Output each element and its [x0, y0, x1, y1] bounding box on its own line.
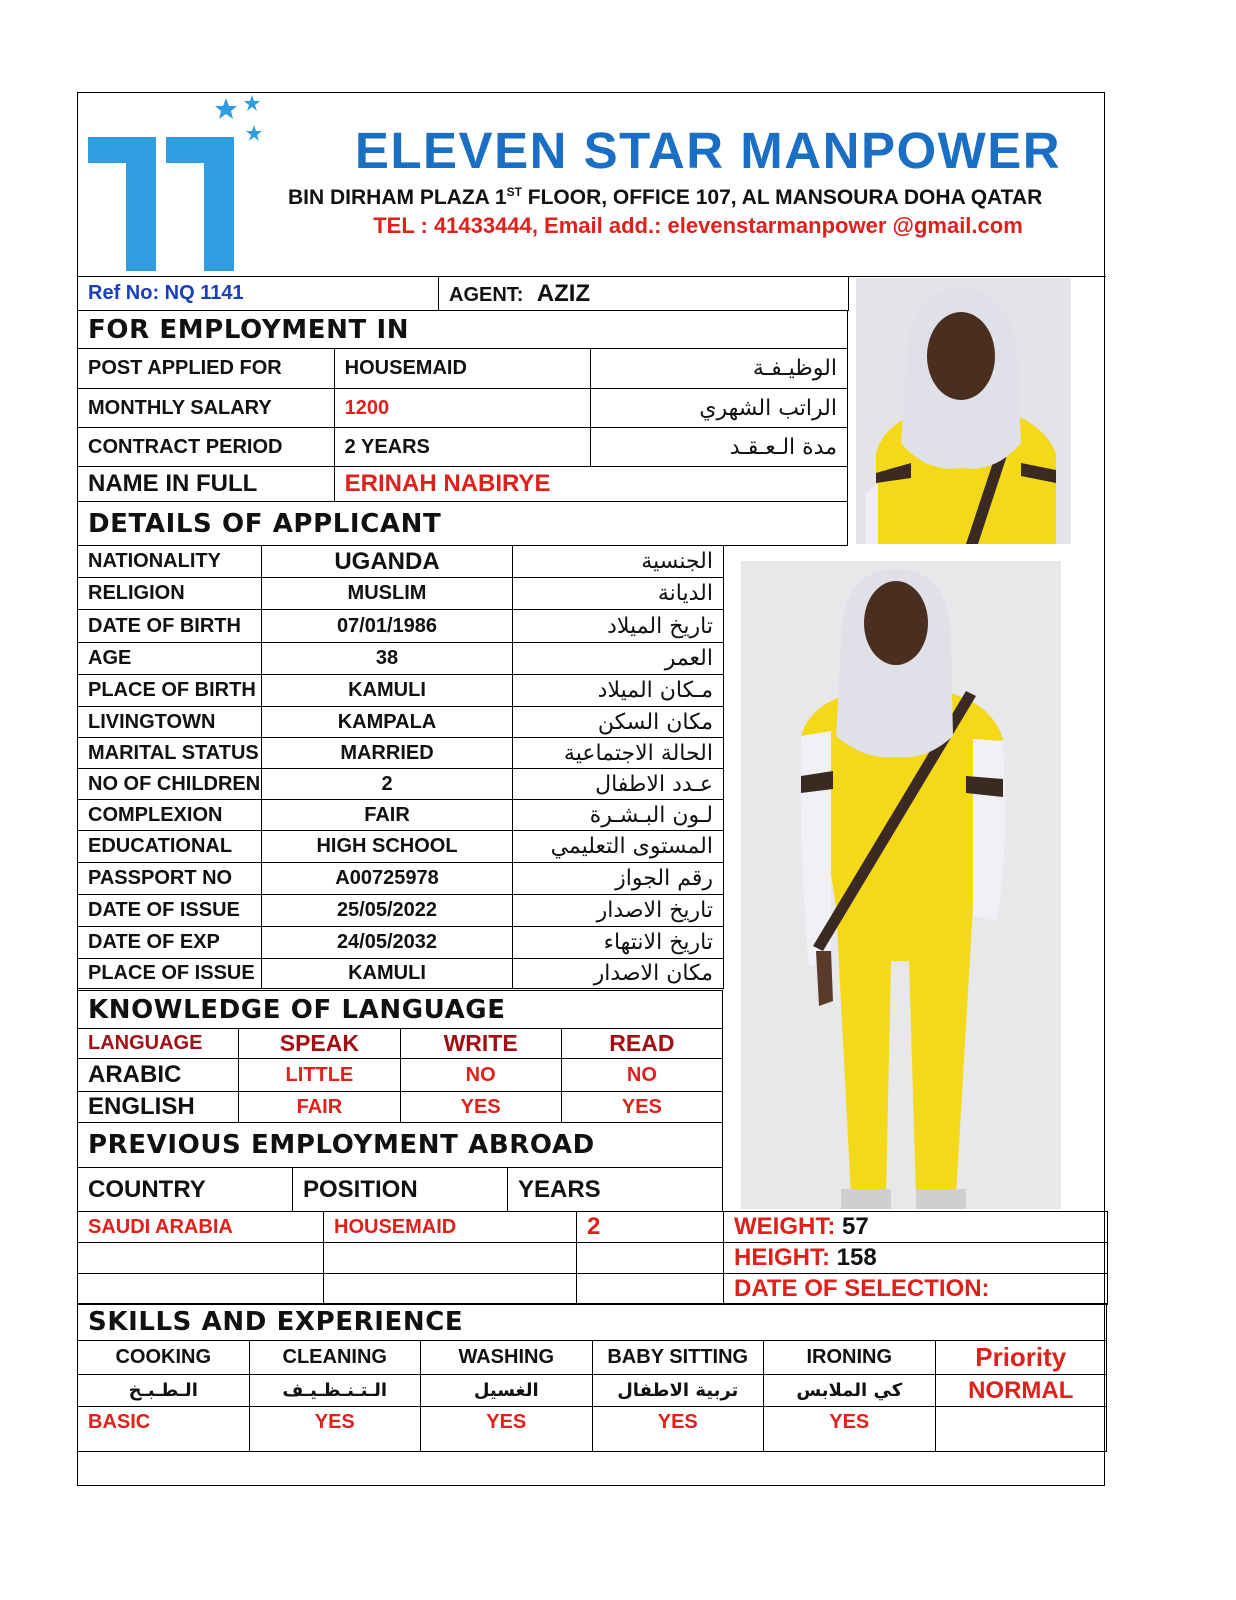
- selection-date-label: DATE OF SELECTION:: [724, 1274, 1108, 1305]
- detail-value: 25/05/2022: [262, 895, 513, 927]
- previous-empty-cell: [577, 1243, 724, 1274]
- detail-label: PLACE OF ISSUE: [78, 959, 262, 989]
- name-value: ERINAH NABIRYE: [334, 467, 847, 502]
- company-name: ELEVEN STAR MANPOWER: [354, 122, 1062, 179]
- employment-value: HOUSEMAID: [334, 349, 591, 389]
- detail-value: UGANDA: [262, 546, 513, 578]
- language-header: SPEAK: [239, 1029, 400, 1059]
- language-table: [77, 990, 723, 1123]
- company-logo: [88, 93, 268, 276]
- name-label: NAME IN FULL: [78, 467, 335, 502]
- skill-arabic-header: الغسيل: [421, 1375, 593, 1407]
- agent-label: AGENT:: [449, 283, 524, 306]
- detail-value: 07/01/1986: [262, 610, 513, 643]
- priority-label: Priority: [935, 1341, 1107, 1375]
- weight-cell: [724, 1212, 1108, 1243]
- agent-value: AZIZ: [536, 279, 591, 307]
- language-header: READ: [561, 1029, 722, 1059]
- detail-label: MARITAL STATUS: [78, 738, 262, 769]
- detail-arabic-label: العمر: [513, 643, 724, 675]
- detail-value: A00725978: [262, 863, 513, 895]
- weight-label: WEIGHT:: [734, 1213, 836, 1240]
- skill-value: YES: [764, 1407, 936, 1452]
- detail-value: MARRIED: [262, 738, 513, 769]
- height-value: 158: [836, 1244, 877, 1271]
- previous-header: COUNTRY: [78, 1168, 293, 1212]
- height-label: HEIGHT:: [734, 1244, 830, 1271]
- detail-value: 38: [262, 643, 513, 675]
- language-write: NO: [400, 1059, 561, 1092]
- detail-arabic-label: المستوى التعليمي: [513, 831, 724, 863]
- employment-value: 2 YEARS: [334, 428, 591, 467]
- agent-cell: [439, 277, 849, 311]
- previous-header: YEARS: [508, 1168, 723, 1212]
- cv-sheet: [77, 92, 1105, 1486]
- skill-header: CLEANING: [249, 1341, 421, 1375]
- detail-arabic-label: تاريخ الانتهاء: [513, 927, 724, 959]
- employment-value: 1200: [334, 389, 591, 428]
- previous-country: SAUDI ARABIA: [78, 1212, 324, 1243]
- previous-years: 2: [577, 1212, 724, 1243]
- language-read: YES: [561, 1092, 722, 1123]
- applicant-details-table: [77, 545, 724, 989]
- language-header: WRITE: [400, 1029, 561, 1059]
- skill-arabic-header: تربية الاطفال: [592, 1375, 764, 1407]
- detail-value: KAMULI: [262, 959, 513, 989]
- language-write: YES: [400, 1092, 561, 1123]
- detail-value: KAMULI: [262, 675, 513, 707]
- applicant-full-body-photo: [741, 561, 1061, 1209]
- skill-value: YES: [249, 1407, 421, 1452]
- employment-title: FOR EMPLOYMENT IN: [78, 311, 848, 349]
- detail-value: FAIR: [262, 800, 513, 831]
- previous-empty-cell: [78, 1274, 324, 1305]
- skill-arabic-header: الـتـنـظـيـف: [249, 1375, 421, 1407]
- detail-label: LIVINGTOWN: [78, 707, 262, 738]
- detail-value: 24/05/2032: [262, 927, 513, 959]
- detail-arabic-label: تاريخ الميلاد: [513, 610, 724, 643]
- applicant-portrait-photo: [856, 278, 1071, 544]
- detail-label: NATIONALITY: [78, 546, 262, 578]
- eleven-star-logo-icon: [88, 93, 268, 276]
- previous-header: POSITION: [293, 1168, 508, 1212]
- detail-value: HIGH SCHOOL: [262, 831, 513, 863]
- detail-value: KAMPALA: [262, 707, 513, 738]
- employment-arabic-label: الوظيـفـة: [591, 349, 848, 389]
- applicant-title: DETAILS OF APPLICANT: [78, 502, 848, 546]
- previous-rows-table: [77, 1211, 1108, 1305]
- language-name: ARABIC: [78, 1059, 239, 1092]
- detail-label: DATE OF EXP: [78, 927, 262, 959]
- ref-table: [77, 276, 849, 311]
- employment-label: CONTRACT PERIOD: [78, 428, 335, 467]
- previous-employment-table: [77, 1122, 723, 1212]
- skill-header: WASHING: [421, 1341, 593, 1375]
- ref-number: Ref No: NQ 1141: [78, 277, 439, 311]
- detail-arabic-label: مـكان الميلاد: [513, 675, 724, 707]
- skill-header: COOKING: [78, 1341, 250, 1375]
- detail-arabic-label: عـدد الاطفال: [513, 769, 724, 800]
- detail-label: AGE: [78, 643, 262, 675]
- detail-label: DATE OF ISSUE: [78, 895, 262, 927]
- previous-position: HOUSEMAID: [324, 1212, 577, 1243]
- previous-empty-cell: [577, 1274, 724, 1305]
- detail-label: DATE OF BIRTH: [78, 610, 262, 643]
- employment-arabic-label: مدة الـعـقـد: [591, 428, 848, 467]
- previous-empty-cell: [324, 1243, 577, 1274]
- company-address: BIN DIRHAM PLAZA 1ST FLOOR, OFFICE 107, AL MANSOURA DOHA QATAR: [288, 185, 1043, 209]
- skills-table: [77, 1303, 1107, 1452]
- employment-label: MONTHLY SALARY: [78, 389, 335, 428]
- weight-value: 57: [842, 1213, 869, 1240]
- language-title: KNOWLEDGE OF LANGUAGE: [78, 991, 723, 1029]
- skill-value: BASIC: [78, 1407, 250, 1452]
- skill-value: YES: [421, 1407, 593, 1452]
- employment-label: POST APPLIED FOR: [78, 349, 335, 389]
- detail-label: RELIGION: [78, 578, 262, 610]
- language-read: NO: [561, 1059, 722, 1092]
- employment-table: [77, 310, 848, 546]
- detail-arabic-label: مكان الاصدار: [513, 959, 724, 989]
- detail-arabic-label: مكان السكن: [513, 707, 724, 738]
- skill-arabic-header: الـطـبـخ: [78, 1375, 250, 1407]
- priority-value: NORMAL: [935, 1375, 1107, 1407]
- skill-value: YES: [592, 1407, 764, 1452]
- priority-empty-cell: [935, 1407, 1107, 1452]
- detail-label: EDUCATIONAL: [78, 831, 262, 863]
- employment-arabic-label: الراتب الشهري: [591, 389, 848, 428]
- skill-header: IRONING: [764, 1341, 936, 1375]
- detail-value: 2: [262, 769, 513, 800]
- skill-header: BABY SITTING: [592, 1341, 764, 1375]
- language-speak: FAIR: [239, 1092, 400, 1123]
- previous-title: PREVIOUS EMPLOYMENT ABROAD: [78, 1123, 723, 1168]
- company-contact: TEL : 41433444, Email add.: elevenstarmanpower @gmail.com: [373, 213, 1023, 238]
- language-name: ENGLISH: [78, 1092, 239, 1123]
- detail-arabic-label: الحالة الاجتماعية: [513, 738, 724, 769]
- detail-label: PLACE OF BIRTH: [78, 675, 262, 707]
- skills-title: SKILLS AND EXPERIENCE: [78, 1304, 1107, 1341]
- language-speak: LITTLE: [239, 1059, 400, 1092]
- detail-arabic-label: الديانة: [513, 578, 724, 610]
- skill-arabic-header: كي الملابس: [764, 1375, 936, 1407]
- height-cell: [724, 1243, 1108, 1274]
- detail-label: NO OF CHILDREN: [78, 769, 262, 800]
- detail-arabic-label: الجنسية: [513, 546, 724, 578]
- previous-empty-cell: [78, 1243, 324, 1274]
- detail-value: MUSLIM: [262, 578, 513, 610]
- language-header: LANGUAGE: [78, 1029, 239, 1059]
- previous-empty-cell: [324, 1274, 577, 1305]
- detail-arabic-label: تاريخ الاصدار: [513, 895, 724, 927]
- detail-arabic-label: رقم الجواز: [513, 863, 724, 895]
- detail-label: PASSPORT NO: [78, 863, 262, 895]
- detail-arabic-label: لـون البـشـرة: [513, 800, 724, 831]
- detail-label: COMPLEXION: [78, 800, 262, 831]
